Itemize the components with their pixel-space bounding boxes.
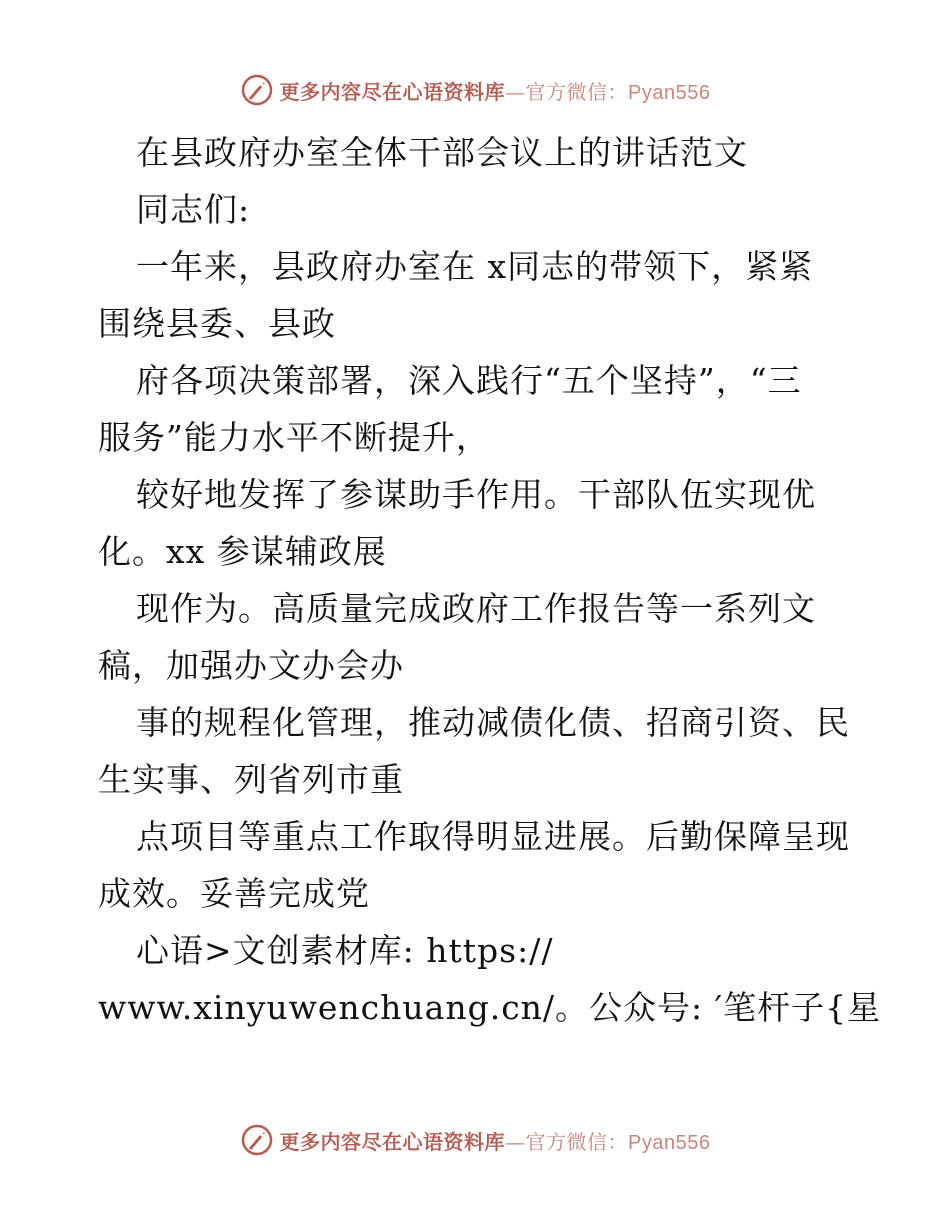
watermark-dash: — [505,1129,526,1154]
paragraph-line: 点项目等重点工作取得明显进展。后勤保障呈现 [136,817,850,856]
footer-watermark [0,1122,950,1158]
paragraph-line: 较好地发挥了参谋助手作用。干部队伍实现优 [136,475,816,514]
watermark-site-text: 更多内容尽在心语资料库 [279,1129,506,1154]
pen-nib-logo-icon [240,1123,274,1157]
paragraph-line: 生实事、列省列市重 [98,760,404,799]
source-line: www.xinyuwenchuang.cn/。公众号: ′笔杆子{星 [98,988,882,1027]
source-line: 心语>文创素材库: https:// [136,931,554,970]
paragraph-line: 稿，加强办文办会办 [98,646,404,685]
paragraph-line: 成效。妥善完成党 [98,874,370,913]
watermark-wechat-label: 官方微信： [525,1129,629,1154]
watermark-text [280,1126,711,1155]
paragraph-line: 现作为。高质量完成政府工作报告等一系列文 [136,589,816,628]
paragraph-line: 化。xx 参谋辅政展 [98,532,387,571]
pen-nib-logo-icon [240,73,274,107]
paragraph-line: 服务”能力水平不断提升， [98,418,490,457]
watermark-wechat-id: Pyan556 [628,81,711,104]
salutation: 同志们: [136,190,251,229]
watermark-wechat-id: Pyan556 [628,1131,711,1154]
watermark-wechat-label: 官方微信： [525,79,629,104]
watermark-site-text: 更多内容尽在心语资料库 [279,79,506,104]
header-watermark [0,72,950,108]
paragraph-line: 一年来，县政府办室在 x同志的带领下，紧紧 [136,247,814,286]
paragraph-line: 事的规程化管理，推动减债化债、招商引资、民 [136,703,850,742]
paragraph-line: 围绕县委、县政 [98,304,336,343]
watermark-text [280,76,711,105]
document-title: 在县政府办室全体干部会议上的讲话范文 [136,133,748,172]
paragraph-line: 府各项决策部署，深入践行“五个坚持”，“三 [136,361,802,400]
document-body [98,124,882,1036]
watermark-dash: — [505,79,526,104]
